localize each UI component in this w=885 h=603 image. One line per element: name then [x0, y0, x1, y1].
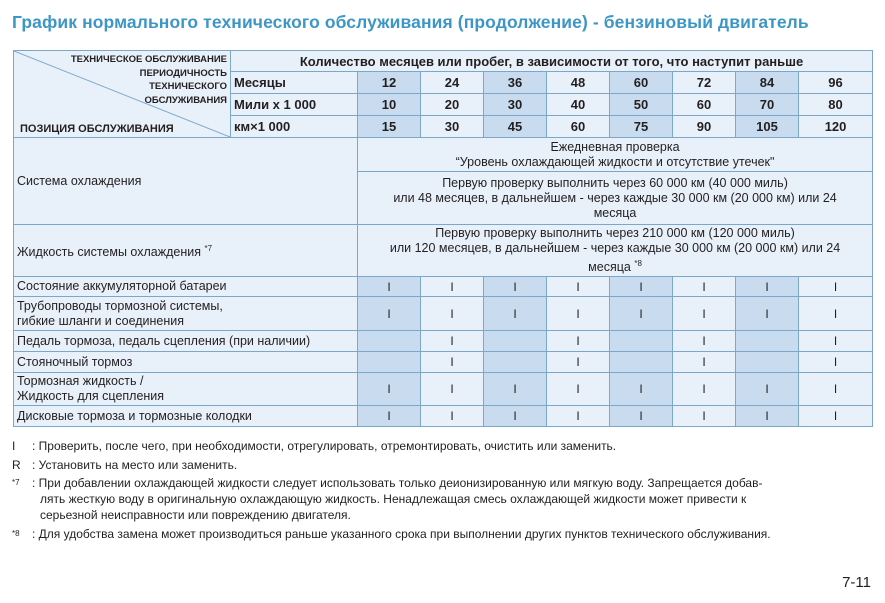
legend-key: R [12, 458, 21, 472]
footnote-ref: *7 [204, 243, 213, 253]
mark-cell: I [736, 406, 799, 427]
mark-cell: I [421, 406, 484, 427]
legend-text: : Для удобства замена может производиться раньше указанного срока при выполнении других пунктов технического обслуживания. [32, 527, 771, 541]
mark-cell: I [421, 331, 484, 352]
mark-cell: I [736, 277, 799, 297]
item-label [14, 297, 358, 331]
corner-line: ТЕХНИЧЕСКОЕ ОБСЛУЖИВАНИЕ [70, 54, 227, 65]
interval-value: 15 [358, 116, 421, 138]
mark-cell: I [484, 373, 547, 406]
legend-text [32, 475, 882, 523]
interval-value: 80 [799, 94, 873, 116]
mark-cell: I [736, 373, 799, 406]
interval-label: км×1 000 [231, 116, 358, 138]
interval-value: 24 [421, 72, 484, 94]
item-label-line: Дисковые тормоза и тормозные колодки [17, 408, 252, 423]
coolant-row [14, 225, 873, 277]
mark-cell [358, 352, 421, 373]
item-label-line: Тормозная жидкость / [17, 374, 144, 388]
mark-cell [610, 352, 673, 373]
item-label-line: Жидкость для сцепления [17, 389, 165, 403]
item-label-line: гибкие шланги и соединения [17, 313, 185, 328]
interval-value: 36 [484, 72, 547, 94]
item-label [14, 406, 358, 427]
mark-cell: I [358, 373, 421, 406]
mark-cell: I [610, 297, 673, 331]
mark-cell: I [484, 277, 547, 297]
legend-key: *8 [12, 529, 20, 538]
table-row [14, 297, 873, 331]
first-check-line: или 48 месяцев, в дальнейшем - через каждые 30 000 км (20 000 км) или 24 [393, 190, 837, 205]
mark-cell: I [673, 352, 736, 373]
corner-header [14, 51, 231, 138]
mark-cell: I [421, 352, 484, 373]
mark-cell [358, 331, 421, 352]
corner-periodicity-label [71, 53, 227, 107]
mark-cell: I [421, 297, 484, 331]
interval-value: 40 [547, 94, 610, 116]
coolant-text-line: месяца [588, 260, 631, 275]
interval-value: 60 [547, 116, 610, 138]
item-label-line: Стояночный тормоз [17, 354, 133, 369]
coolant-label-text: Жидкость системы охлаждения [17, 245, 201, 260]
mark-cell: I [547, 352, 610, 373]
maintenance-schedule-table [13, 50, 873, 427]
interval-value: 60 [610, 72, 673, 94]
interval-value: 90 [673, 116, 736, 138]
interval-value: 12 [358, 72, 421, 94]
table-row [14, 331, 873, 352]
interval-label: Мили x 1 000 [231, 94, 358, 116]
interval-value: 96 [799, 72, 873, 94]
mark-cell: I [421, 373, 484, 406]
mark-cell [610, 331, 673, 352]
daily-check-line: Ежедневная проверка [550, 139, 680, 154]
mark-cell: I [547, 373, 610, 406]
mark-cell: I [547, 331, 610, 352]
mark-cell: I [358, 277, 421, 297]
mark-cell: I [736, 297, 799, 331]
table-row [14, 373, 873, 406]
table-row [14, 277, 873, 297]
interval-value: 50 [610, 94, 673, 116]
mark-cell: I [799, 406, 873, 427]
interval-value: 105 [736, 116, 799, 138]
coolant-text-line: или 120 месяцев, в дальнейшем - через каждые 30 000 км (20 000 км) или 24 [389, 240, 841, 255]
mark-cell [484, 331, 547, 352]
mark-cell [736, 331, 799, 352]
item-label-line: Состояние аккумуляторной батареи [17, 279, 227, 293]
legend-text-line: : При добавлении охлаждающей жидкости следует использовать только деионизированную или мягкую воду. Запрещается добав- [32, 476, 763, 490]
item-label [14, 352, 358, 373]
mark-cell: I [799, 277, 873, 297]
mark-cell: I [610, 373, 673, 406]
legend-key: I [12, 439, 16, 453]
mark-cell: I [673, 406, 736, 427]
interval-label: Месяцы [231, 72, 358, 94]
item-label-line: Педаль тормоза, педаль сцепления (при наличии) [17, 333, 311, 348]
mark-cell: I [799, 352, 873, 373]
interval-value: 84 [736, 72, 799, 94]
coolant-text-line: Первую проверку выполнить через 210 000 км (120 000 миль) [435, 225, 795, 240]
mark-cell: I [358, 297, 421, 331]
mark-cell: I [421, 277, 484, 297]
corner-position-label: ПОЗИЦИЯ ОБСЛУЖИВАНИЯ [20, 123, 174, 135]
mark-cell: I [673, 277, 736, 297]
interval-value: 20 [421, 94, 484, 116]
mark-cell: I [547, 297, 610, 331]
mark-cell [484, 352, 547, 373]
coolant-label [14, 225, 358, 277]
first-check-line: месяца [593, 205, 637, 220]
legend-text-line: серьезной неисправности или повреждению двигателя. [40, 508, 351, 522]
interval-value: 72 [673, 72, 736, 94]
mark-cell: I [547, 277, 610, 297]
mark-cell: I [484, 406, 547, 427]
table-row [14, 352, 873, 373]
daily-check-cell [358, 138, 873, 172]
interval-value: 60 [673, 94, 736, 116]
mark-cell: I [610, 277, 673, 297]
page-number: 7-11 [842, 574, 871, 591]
interval-value: 70 [736, 94, 799, 116]
first-check-cell [358, 172, 873, 225]
item-label [14, 277, 358, 297]
interval-value: 10 [358, 94, 421, 116]
mark-cell: I [673, 331, 736, 352]
corner-line: ПЕРИОДИЧНОСТЬ [139, 67, 227, 79]
mark-cell: I [547, 406, 610, 427]
mark-cell: I [673, 297, 736, 331]
item-label [14, 331, 358, 352]
interval-value: 30 [484, 94, 547, 116]
legend-text: : Установить на место или заменить. [32, 458, 238, 472]
coolant-interval-cell [358, 225, 873, 277]
interval-value: 45 [484, 116, 547, 138]
first-check-line: Первую проверку выполнить через 60 000 км (40 000 миль) [442, 175, 788, 190]
interval-header: Количество месяцев или пробег, в зависимости от того, что наступит раньше [231, 51, 873, 72]
item-label [14, 373, 358, 406]
item-label-line: Трубопроводы тормозной системы, [17, 298, 223, 313]
cooling-system-label: Система охлаждения [14, 138, 358, 225]
daily-check-line: “Уровень охлаждающей жидкости и отсутствие утечек" [455, 154, 775, 169]
table-row [14, 406, 873, 427]
mark-cell: I [673, 373, 736, 406]
interval-value: 48 [547, 72, 610, 94]
mark-cell: I [799, 297, 873, 331]
legend-key: *7 [12, 478, 20, 487]
interval-value: 120 [799, 116, 873, 138]
interval-value: 75 [610, 116, 673, 138]
mark-cell [736, 352, 799, 373]
page-title: График нормального технического обслуживания (продолжение) - бензиновый двигатель [12, 12, 809, 32]
interval-value: 30 [421, 116, 484, 138]
footnote-ref: *8 [634, 258, 642, 268]
legend-text-line: лять жесткую воду в оригинальную охлаждающую жидкость. Ненадлежащая смесь охлаждающей жидкости может привести к [40, 492, 747, 506]
mark-cell: I [799, 331, 873, 352]
mark-cell: I [358, 406, 421, 427]
corner-line: ТЕХНИЧЕСКОГО [149, 81, 227, 92]
corner-line: ОБСЛУЖИВАНИЯ [144, 94, 227, 106]
mark-cell: I [610, 406, 673, 427]
legend-text: : Проверить, после чего, при необходимости, отрегулировать, отремонтировать, очистить или заменить. [32, 439, 617, 453]
cooling-system-row [14, 138, 873, 172]
mark-cell: I [484, 297, 547, 331]
mark-cell: I [799, 373, 873, 406]
